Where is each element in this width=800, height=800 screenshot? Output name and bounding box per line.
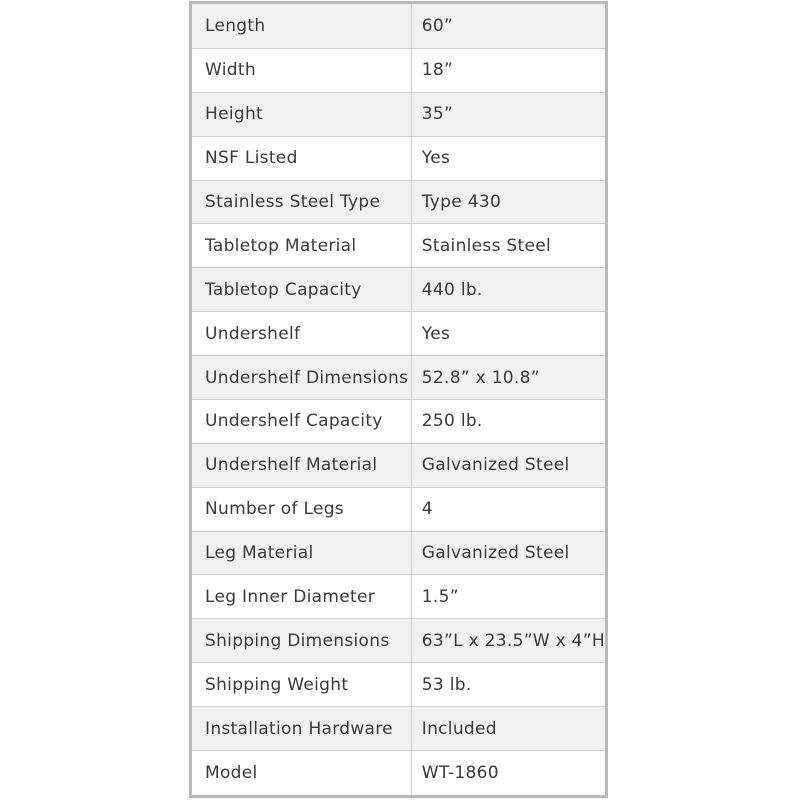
spec-value: 60” [411,3,606,49]
table-row [191,92,607,136]
table-row [191,443,607,487]
spec-label: Undershelf Material [191,443,412,487]
table-row [191,663,607,707]
spec-label: Model [191,750,412,796]
spec-label: Installation Hardware [191,707,412,751]
spec-label: Undershelf Capacity [191,399,412,443]
spec-label: Undershelf [191,312,412,356]
spec-value: WT-1860 [411,750,606,796]
spec-label: Leg Material [191,531,412,575]
table-row [191,707,607,751]
spec-value: 4 [411,487,606,531]
spec-value: 52.8” x 10.8” [411,356,606,400]
spec-value: Galvanized Steel [411,443,606,487]
spec-value: 35” [411,92,606,136]
spec-value: Yes [411,136,606,180]
spec-value: 440 lb. [411,268,606,312]
table-row [191,399,607,443]
table-row [191,312,607,356]
spec-value: Included [411,707,606,751]
spec-label: Leg Inner Diameter [191,575,412,619]
spec-label: Length [191,3,412,49]
spec-label: NSF Listed [191,136,412,180]
table-row [191,356,607,400]
table-row [191,750,607,796]
table-row [191,3,607,49]
spec-label: Shipping Dimensions [191,619,412,663]
table-row [191,268,607,312]
table-row [191,136,607,180]
spec-value: 250 lb. [411,399,606,443]
spec-label: Height [191,92,412,136]
spec-label: Tabletop Material [191,224,412,268]
spec-label: Undershelf Dimensions [191,356,412,400]
table-row [191,575,607,619]
spec-value: Type 430 [411,180,606,224]
spec-label: Tabletop Capacity [191,268,412,312]
spec-value: 1.5” [411,575,606,619]
table-row [191,180,607,224]
table-row [191,531,607,575]
spec-table [189,1,608,798]
spec-value: 18” [411,48,606,92]
spec-value: 63”L x 23.5”W x 4”H [411,619,606,663]
table-row [191,487,607,531]
spec-value: Yes [411,312,606,356]
spec-label: Shipping Weight [191,663,412,707]
spec-value: Galvanized Steel [411,531,606,575]
spec-value: 53 lb. [411,663,606,707]
spec-value: Stainless Steel [411,224,606,268]
spec-label: Number of Legs [191,487,412,531]
spec-table-body [191,3,607,797]
table-row [191,619,607,663]
spec-label: Stainless Steel Type [191,180,412,224]
spec-label: Width [191,48,412,92]
table-row [191,224,607,268]
table-row [191,48,607,92]
